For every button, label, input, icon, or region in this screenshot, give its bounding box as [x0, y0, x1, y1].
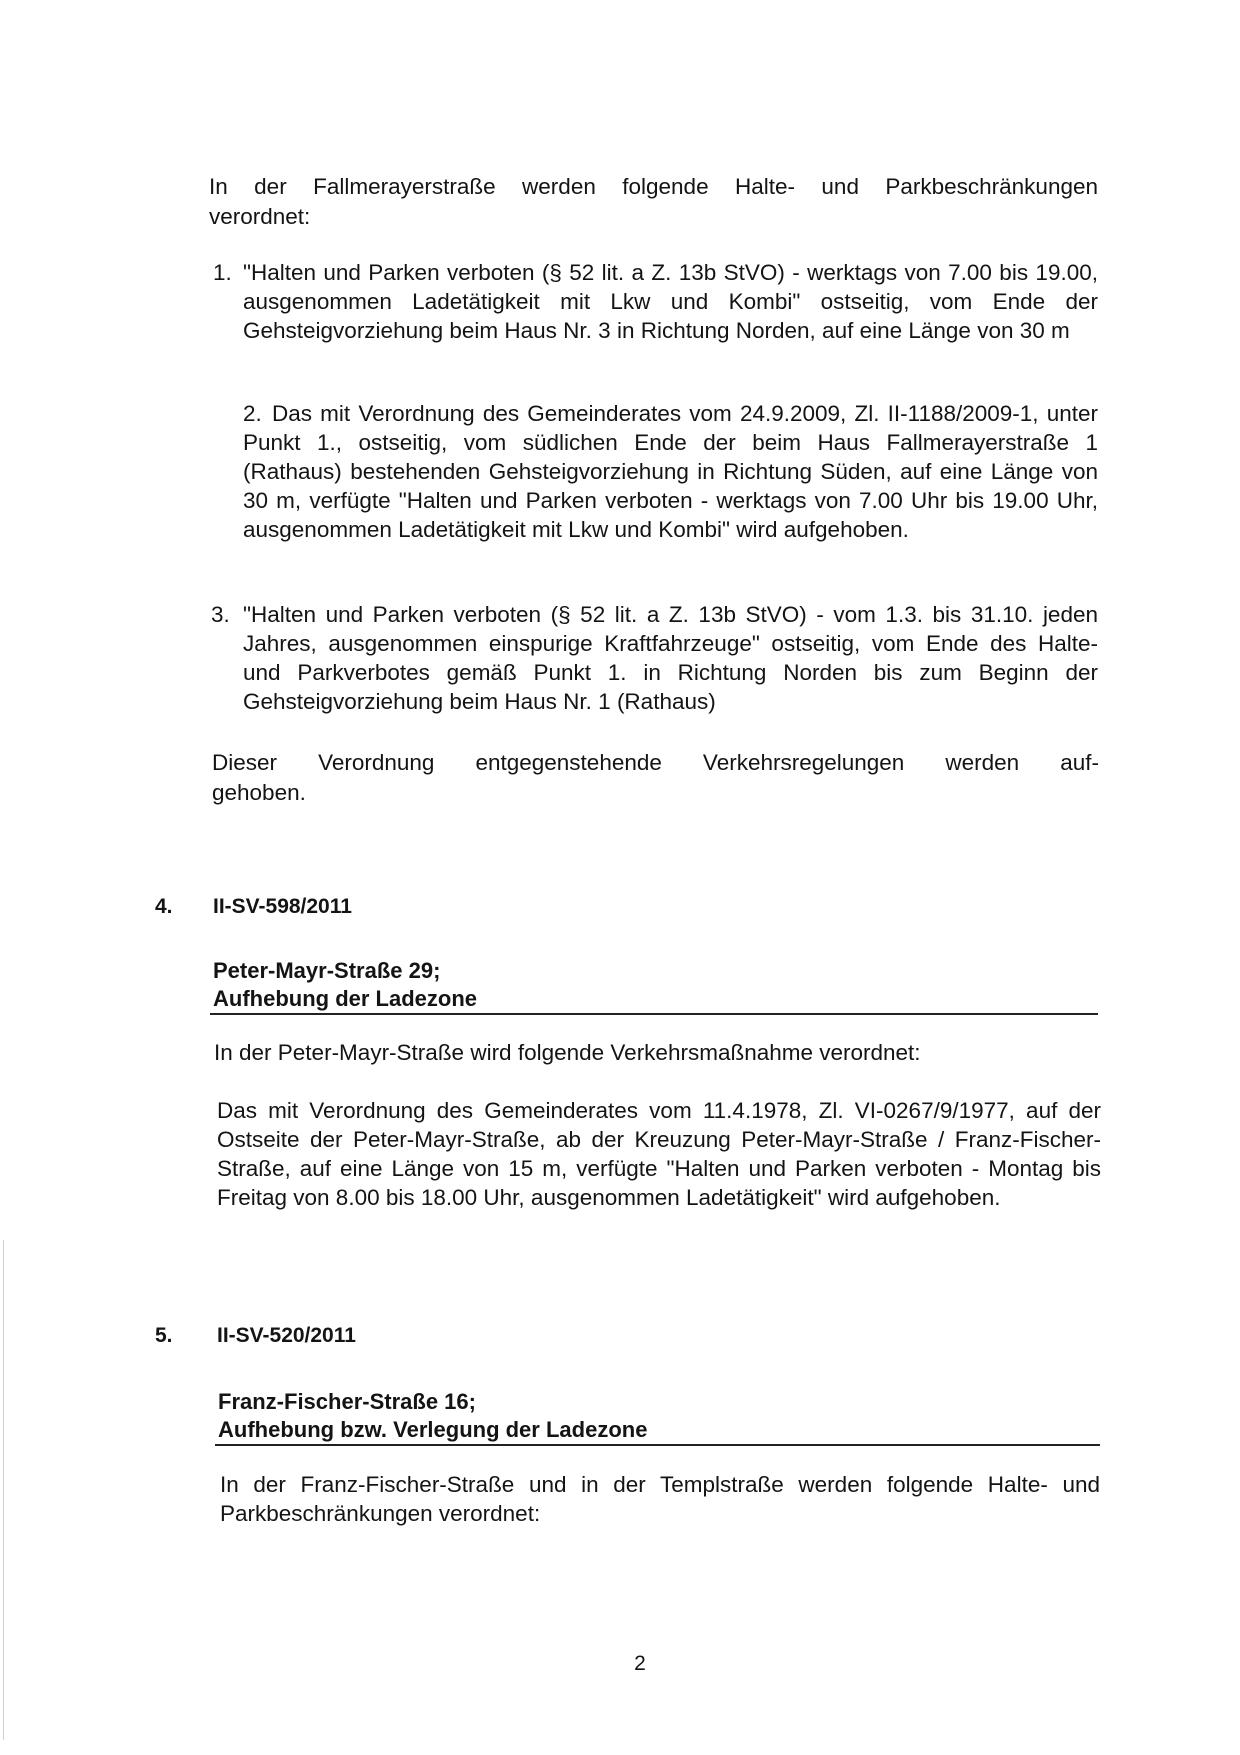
closing-line-2: gehoben.	[212, 780, 306, 805]
section-4-intro: In der Peter-Mayr-Straße wird folgende Verkehrsmaßnahme verordnet:	[214, 1040, 921, 1065]
section-4-title-1: Peter-Mayr-Straße 29;	[213, 958, 441, 983]
page-number: 2	[634, 1652, 646, 1675]
closing-line-1: Dieser Verordnung entgegenstehende Verkehrsregelungen werden auf-	[212, 750, 1099, 775]
section-5-title-1: Franz-Fischer-Straße 16;	[218, 1389, 476, 1414]
item-3-text: "Halten und Parken verboten (§ 52 lit. a Z. 13b StVO) - vom 1.3. bis 31.10. jeden Jahres, ausgenommen einspurige Kraftfahrzeuge" ostseitig, vom Ende des Halte- und Parkverbotes gemäß Punkt 1. in Richtung Norden bis zum Beginn der Gehsteigvorziehung beim Haus Nr. 1 (Rathaus)	[243, 602, 1098, 714]
section-4-code: II-SV-598/2011	[213, 895, 352, 918]
section-5-number: 5.	[155, 1324, 173, 1347]
item-1-number: 1.	[213, 260, 232, 285]
intro-line-1: In der Fallmerayerstraße werden folgende Halte- und Parkbeschränkungen	[209, 174, 1098, 199]
section-5-rule	[215, 1444, 1100, 1446]
section-5-intro: In der Franz-Fischer-Straße und in der Templstraße werden folgende Halte- und Parkbeschränkungen verordnet:	[220, 1472, 1100, 1526]
item-3-number: 3.	[211, 602, 230, 627]
section-4-rule	[210, 1013, 1098, 1015]
section-5-code: II-SV-520/2011	[217, 1324, 356, 1347]
item-2-number: 2.	[243, 401, 262, 426]
item-1-text: "Halten und Parken verboten (§ 52 lit. a Z. 13b StVO) - werktags von 7.00 bis 19.00, ausgenommen Ladetätigkeit mit Lkw und Kombi" ostseitig, vom Ende der Gehsteigvorziehung beim Haus Nr. 3 in Richtung Norden, auf eine Länge von 30 m	[243, 260, 1098, 343]
item-2-text: Das mit Verordnung des Gemeinderates vom 24.9.2009, Zl. II-1188/2009-1, unter Punkt 1., ostseitig, vom südlichen Ende der beim Haus Fallmerayerstraße 1 (Rathaus) bestehenden Gehsteigvorziehung in Richtung Süden, auf eine Länge von 30 m, verfügte "Halten und Parken verboten - werktags von 7.00 Uhr bis 19.00 Uhr, ausgenommen Ladetätigkeit mit Lkw und Kombi" wird aufgehoben.	[243, 401, 1098, 542]
intro-line-2: verordnet:	[209, 204, 311, 229]
section-4-body: Das mit Verordnung des Gemeinderates vom 11.4.1978, Zl. VI-0267/9/1977, auf der Ostseite der Peter-Mayr-Straße, ab der Kreuzung Peter-Mayr-Straße / Franz-Fischer-Straße, auf eine Länge von 15 m, verfügte "Halten und Parken verboten - Montag bis Freitag von 8.00 bis 18.00 Uhr, ausgenommen Ladetätigkeit" wird aufgehoben.	[217, 1098, 1101, 1210]
section-5-title-2: Aufhebung bzw. Verlegung der Ladezone	[218, 1417, 648, 1442]
section-4-number: 4.	[155, 895, 173, 918]
section-4-title-2: Aufhebung der Ladezone	[213, 986, 477, 1011]
